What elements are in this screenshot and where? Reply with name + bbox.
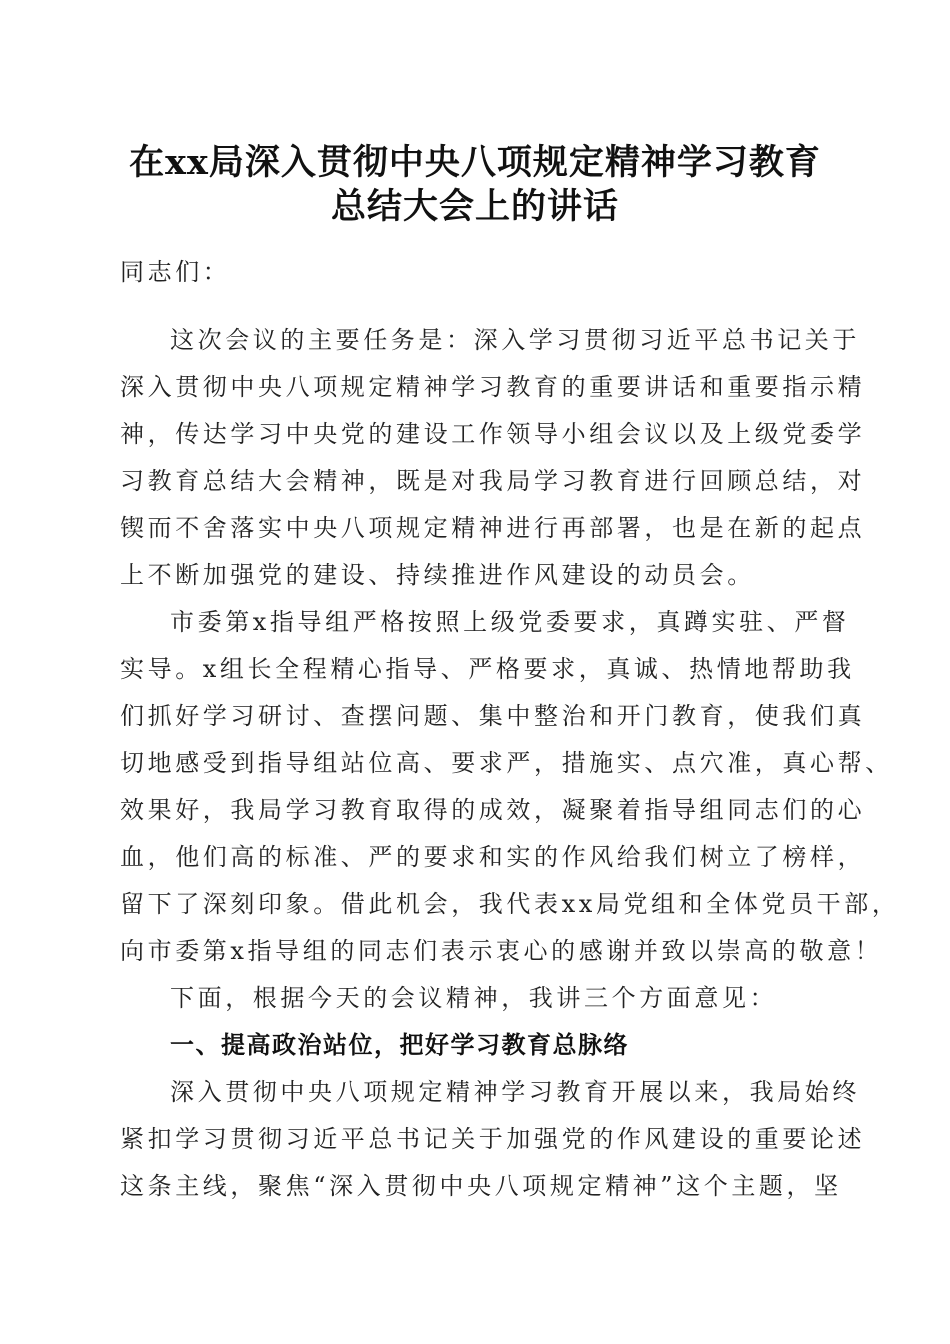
paragraph-2-line-6: 血，他们高的标准、严的要求和实的作风给我们树立了榜样， bbox=[120, 843, 866, 871]
paragraph-2-line-2: 实导。x组长全程精心指导、严格要求，真诚、热情地帮助我 bbox=[120, 655, 855, 683]
paragraph-1-line-5: 锲而不舍落实中央八项规定精神进行再部署，也是在新的起点 bbox=[120, 514, 866, 542]
paragraph-2-line-7: 留下了深刻印象。借此机会，我代表xx局党组和全体党员干部， bbox=[120, 890, 900, 918]
paragraph-4-line-1: 深入贯彻中央八项规定精神学习教育开展以来，我局始终 bbox=[170, 1078, 860, 1106]
paragraph-1-line-1: 这次会议的主要任务是：深入学习贯彻习近平总书记关于 bbox=[170, 326, 860, 354]
document-title-line-1: 在xx局深入贯彻中央八项规定精神学习教育 bbox=[129, 142, 821, 183]
paragraph-1-line-3: 神，传达学习中央党的建设工作领导小组会议以及上级党委学 bbox=[120, 420, 866, 448]
paragraph-1-line-2: 深入贯彻中央八项规定精神学习教育的重要讲话和重要指示精 bbox=[120, 373, 866, 401]
paragraph-2-line-3: 们抓好学习研讨、查摆问题、集中整治和开门教育，使我们真 bbox=[120, 702, 866, 730]
document-title-line-2: 总结大会上的讲话 bbox=[330, 186, 619, 227]
paragraph-4-line-3: 这条主线，聚焦“深入贯彻中央八项规定精神”这个主题，坚 bbox=[120, 1172, 842, 1200]
paragraph-4-line-2: 紧扣学习贯彻习近平总书记关于加强党的作风建设的重要论述 bbox=[120, 1125, 866, 1153]
paragraph-2-line-1: 市委第x指导组严格按照上级党委要求，真蹲实驻、严督 bbox=[170, 608, 850, 636]
paragraph-1-line-6: 上不断加强党的建设、持续推进作风建设的动员会。 bbox=[120, 561, 755, 589]
paragraph-2-line-8: 向市委第x指导组的同志们表示衷心的感谢并致以崇高的敬意！ bbox=[120, 937, 883, 965]
paragraph-2-line-4: 切地感受到指导组站位高、要求严，措施实、点穴准，真心帮、 bbox=[120, 749, 893, 777]
paragraph-3-line-1: 下面，根据今天的会议精神，我讲三个方面意见： bbox=[170, 984, 778, 1012]
section-heading-1: 一、提高政治站位，把好学习教育总脉络 bbox=[170, 1031, 629, 1059]
paragraph-1-line-4: 习教育总结大会精神，既是对我局学习教育进行回顾总结，对 bbox=[120, 467, 866, 495]
salutation: 同志们： bbox=[120, 258, 231, 286]
paragraph-2-line-5: 效果好，我局学习教育取得的成效，凝聚着指导组同志们的心 bbox=[120, 796, 866, 824]
